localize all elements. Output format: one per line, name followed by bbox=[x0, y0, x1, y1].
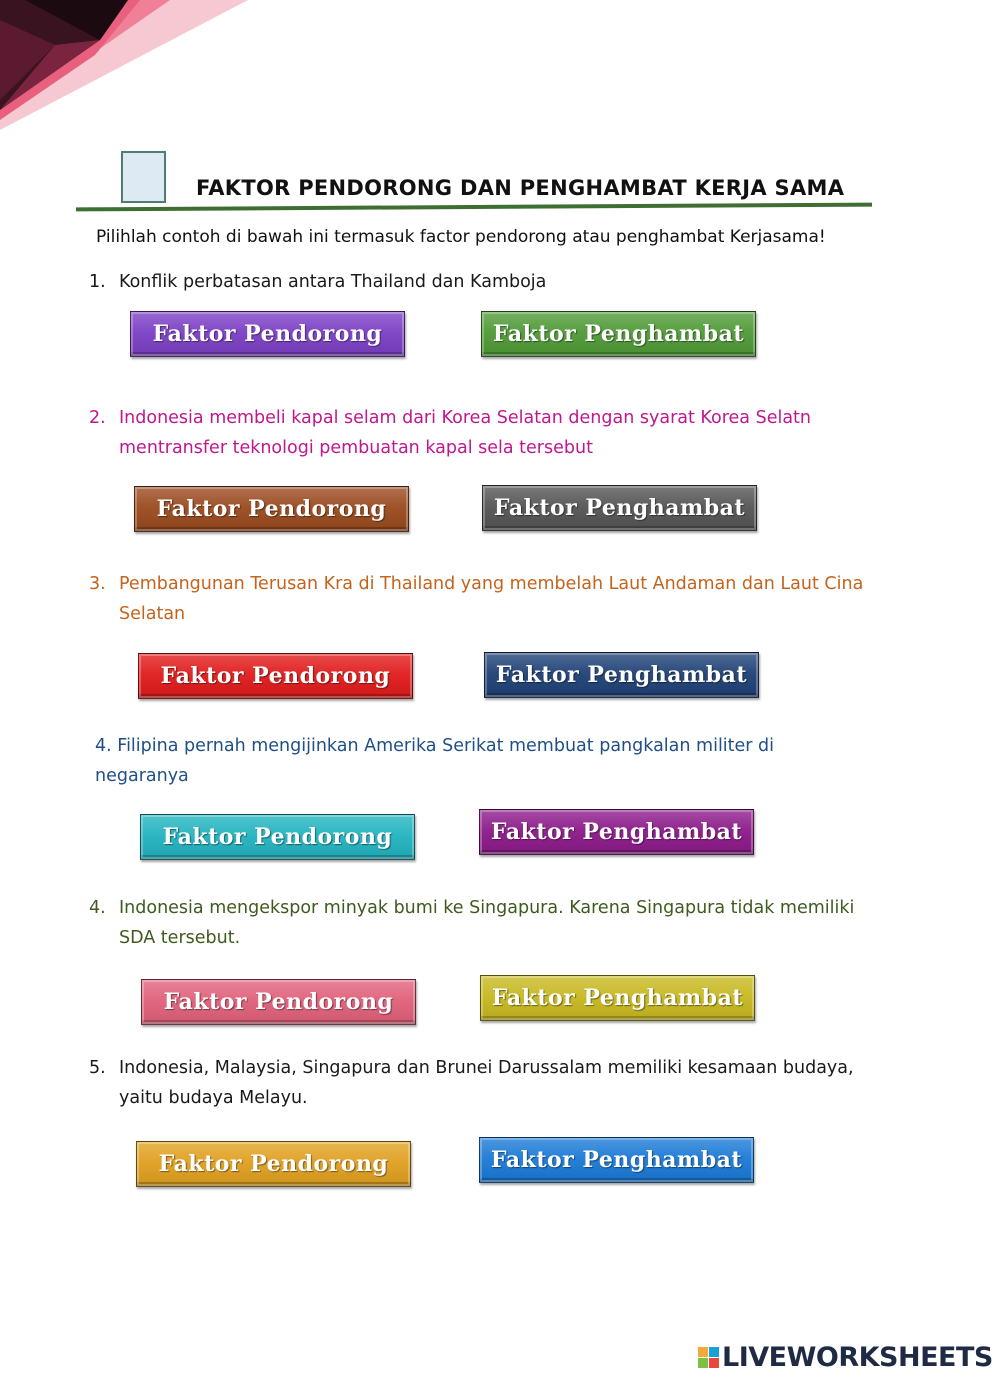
question-text-cont: SDA tersebut. bbox=[119, 928, 241, 948]
q4a-faktor-pendorong-button[interactable]: Faktor Pendorong bbox=[140, 814, 415, 860]
question-text-cont: negaranya bbox=[95, 766, 189, 786]
question-number: 4. bbox=[95, 736, 112, 756]
q1-faktor-pendorong-button[interactable]: Faktor Pendorong bbox=[130, 311, 405, 357]
checkbox-square bbox=[121, 151, 166, 203]
question-number: 2. bbox=[89, 408, 106, 428]
title-underline bbox=[76, 203, 872, 212]
question-number: 3. bbox=[89, 574, 106, 594]
question-text: Indonesia mengekspor minyak bumi ke Singapura. Karena Singapura tidak memiliki bbox=[119, 898, 855, 918]
q2-faktor-penghambat-button[interactable]: Faktor Penghambat bbox=[482, 485, 757, 531]
q4b-faktor-penghambat-button[interactable]: Faktor Penghambat bbox=[480, 975, 755, 1021]
question-text: Konflik perbatasan antara Thailand dan Kamboja bbox=[119, 272, 547, 292]
q4a-faktor-penghambat-button[interactable]: Faktor Penghambat bbox=[479, 809, 754, 855]
q2-faktor-pendorong-button[interactable]: Faktor Pendorong bbox=[134, 486, 409, 532]
logo-text: LIVEWORKSHEETS bbox=[722, 1342, 993, 1373]
question-number: 4. bbox=[89, 898, 106, 918]
question-2 bbox=[89, 403, 811, 463]
instruction-text: Pilihlah contoh di bawah ini termasuk factor pendorong atau penghambat Kerjasama! bbox=[96, 227, 826, 247]
corner-decoration bbox=[0, 0, 250, 135]
q1-faktor-penghambat-button[interactable]: Faktor Penghambat bbox=[481, 311, 756, 357]
question-1 bbox=[89, 267, 546, 297]
question-5 bbox=[89, 1053, 854, 1113]
q5-faktor-penghambat-button[interactable]: Faktor Penghambat bbox=[479, 1137, 754, 1183]
question-text-cont: Selatan bbox=[119, 604, 186, 624]
question-3 bbox=[89, 569, 863, 629]
question-text-cont: mentransfer teknologi pembuatan kapal sela tersebut bbox=[119, 438, 593, 458]
question-4b bbox=[89, 893, 854, 953]
q5-faktor-pendorong-button[interactable]: Faktor Pendorong bbox=[136, 1141, 411, 1187]
question-text: Indonesia, Malaysia, Singapura dan Brunei Darussalam memiliki kesamaan budaya, bbox=[119, 1058, 854, 1078]
q3-faktor-penghambat-button[interactable]: Faktor Penghambat bbox=[484, 652, 759, 698]
liveworksheets-logo bbox=[698, 1342, 993, 1373]
question-number: 1. bbox=[89, 272, 106, 292]
question-text: Indonesia membeli kapal selam dari Korea Selatan dengan syarat Korea Selatn bbox=[119, 408, 812, 428]
page-title: FAKTOR PENDORONG DAN PENGHAMBAT KERJA SAMA bbox=[196, 176, 845, 200]
logo-grid-icon bbox=[698, 1347, 719, 1368]
question-text: Pembangunan Terusan Kra di Thailand yang membelah Laut Andaman dan Laut Cina bbox=[119, 574, 864, 594]
q3-faktor-pendorong-button[interactable]: Faktor Pendorong bbox=[138, 653, 413, 699]
question-4a bbox=[95, 731, 774, 791]
question-text: Filipina pernah mengijinkan Amerika Serikat membuat pangkalan militer di bbox=[117, 736, 775, 756]
q4b-faktor-pendorong-button[interactable]: Faktor Pendorong bbox=[141, 979, 416, 1025]
question-text-cont: yaitu budaya Melayu. bbox=[119, 1088, 308, 1108]
question-number: 5. bbox=[89, 1058, 106, 1078]
